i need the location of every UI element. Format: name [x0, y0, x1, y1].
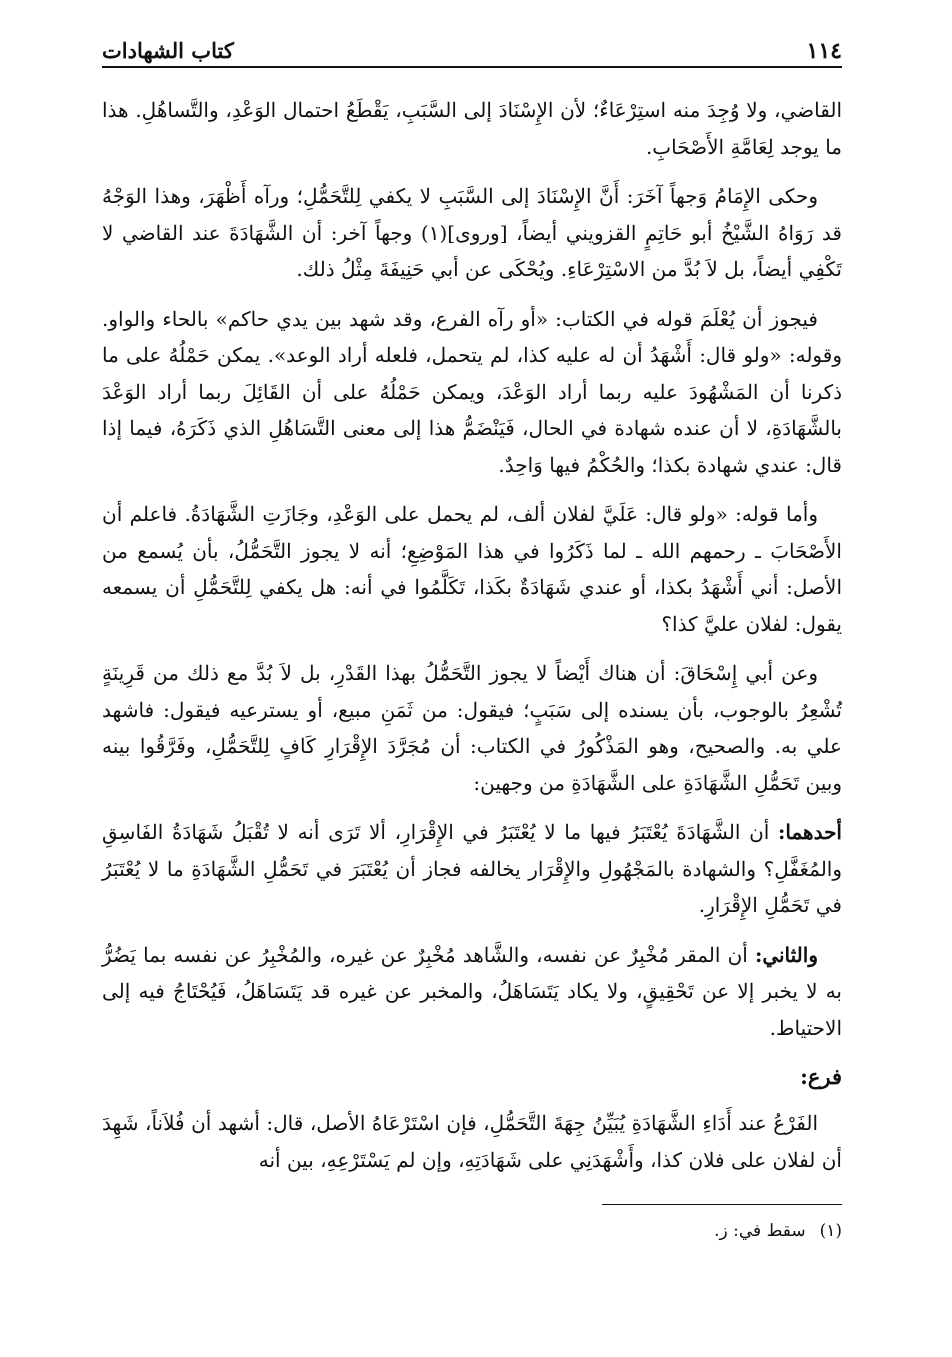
paragraph-7: [102, 937, 842, 1047]
page-number: ١١٤: [806, 38, 842, 64]
paragraph-2: وحكى الإِمَامُ وَجهاً آخَرَ: أَنَّ الإِسْنَادَ إلى السَّبَبِ لا يكفي لِلتَّحَمُّلِ؛ ورآه أَظْهَرَ، وهذا الوَجْهُ قد رَوَاهُ الشَّيْخُ أبو حَاتِمٍ القزويني أيضاً، [وروى](١) وجهاً آخر: أن الشَّهَادَةَ عند القاضي لا تَكْفِي أيضاً، بل لاَ بُدَّ من الاسْتِرْعَاءِ. ويُحْكَى عن أبي حَنِيفَةَ مِثْلُ ذلك.: [102, 184, 842, 281]
section-heading-far: فرع:: [800, 1064, 842, 1089]
paragraph-4: وأما قوله: «ولو قال: عَلَيَّ لفلان ألف، لم يحمل على الوَعْدِ، وجَازَتِ الشَّهَادَةُ. فاعلم أن الأَصْحَابَ ـ رحمهم الله ـ لما ذَكَرُوا في هذا المَوْضِعِ؛ أنه لا يجوز التَّحَمُّلُ، بأن يُسمع من الأصل: أني أَشْهَدُ بكذا، أو عندي شَهَادَةٌ بكَذا، تَكَلَّمُوا في أنه: هل يكفي لِلتَّحَمُّلِ أن يسمعه يقول: لفلان عليَّ كذا؟: [102, 502, 842, 636]
paragraph-7-body: أن المقر مُخْبِرٌ عن نفسه، والشَّاهد مُخْبِرٌ عن غيره، والمُخْبِرُ عن نفسه بما يَضُرُّ به لا يخبر إلا عن تَحْقِيقٍ، ولا يكاد يَتَسَاهَلُ، والمخبر عن غيره قد يَتَسَاهَلُ، فَيُحْتَاجُ فيه إلى الاحتياط.: [102, 942, 842, 1040]
paragraph-7-lead: والثاني:: [754, 942, 818, 967]
book-page: [102, 28, 842, 1245]
paragraph-3: فيجوز أن يُعْلَمَ قوله في الكتاب: «أو رآه الفرع، وقد شهد بين يدي حاكم» بالحاء والواو. وقوله: «ولو قال: أَشْهَدُ أن له عليه كذا، لم يتحمل، فلعله أراد الوعد». يمكن حَمْلُهُ على ما ذكرنا أن المَشْهُودَ عليه ربما أراد الوَعْدَ، ويمكن حَمْلُهُ على أن القَائِلَ ربما أراد الوَعْدَ بالشَّهَادَةِ، لا أن عنده شهادة في الحال، فَيَنْضَمُّ هذا إلى معنى التَّسَاهُلِ الذي ذَكَرَهُ، فيما إذا قال: عندي شهادة بكذا؛ والحُكْمُ فيها وَاحِدٌ.: [102, 306, 842, 477]
paragraph-6: [102, 814, 842, 924]
paragraph-8: الفَرْعُ عند أَدَاءِ الشَّهَادَةِ يُبَيِّنُ جِهَةَ التَّحَمُّلِ، فإن اسْتَرْعَاهُ الأصل، قال: أشهد أن فُلاَناً، شَهِدَ أن لفلان على فلان كذا، وأَشْهَدَنِي على شَهَادَتِهِ، وإن لم يَسْتَرْعِهِ، بين أنه: [102, 1111, 842, 1172]
footnote-divider: [602, 1204, 842, 1205]
body-text: [102, 92, 842, 1178]
paragraph-6-body: أن الشَّهَادَةَ يُعْتَبَرُ فيها ما لا يُعْتَبَرُ في الإِقْرَارِ، ألا تَرَى أنه لا تُقْبَلُ شَهَادَةُ الفَاسِقِ والمُغَفَّلِ؟ والشهادة بالمَجْهُولِ والإِقْرَار يخالفه فجاز أن يُعْتَبَرَ في تَحَمُّلِ الشَّهَادَةِ ما لا يُعْتَبَرُ في تَحَمُّلِ الإِقْرَارِ.: [102, 820, 842, 917]
footnote-marker: (١): [819, 1221, 842, 1241]
paragraph-5: وعن أبي إِسْحَاقَ: أن هناك أَيْضاً لا يجوز التَّحَمُّلُ بهذا القَدْرِ، بل لاَ بُدَّ مع ذلك من قَرِينَةٍ تُشْعِرُ بالوجوب، بأن يسنده إلى سَبَبٍ؛ فيقول: من ثَمَنِ مبيع، أو يسترعيه فيقول: فاشهد علي به. والصحيح، وهو المَذْكُورُ في الكتاب: أن مُجَرَّدَ الإِقْرَارِ كَافٍ لِلتَّحَمُّلِ، وفَرَّقُوا بينه وبين تَحَمُّلِ الشَّهَادَةِ على الشَّهَادَةِ من وجهين:: [102, 661, 842, 795]
running-header: [102, 28, 842, 68]
paragraph-1: القاضي، ولا وُجِدَ منه استِرْعَاءٌ؛ لأن الإِسْنَادَ إلى السَّبَبِ، يَقْطَعُ احتمال الوَعْدِ، والتَّساهُلِ. هذا ما يوجد لِعَامَّةِ الأَصْحَابِ.: [102, 98, 843, 159]
book-title: كتاب الشهادات: [102, 38, 234, 63]
footnote-text: سقط في: ز.: [714, 1221, 806, 1241]
footnote: [102, 1217, 842, 1245]
paragraph-6-lead: أحدهما:: [777, 820, 842, 844]
